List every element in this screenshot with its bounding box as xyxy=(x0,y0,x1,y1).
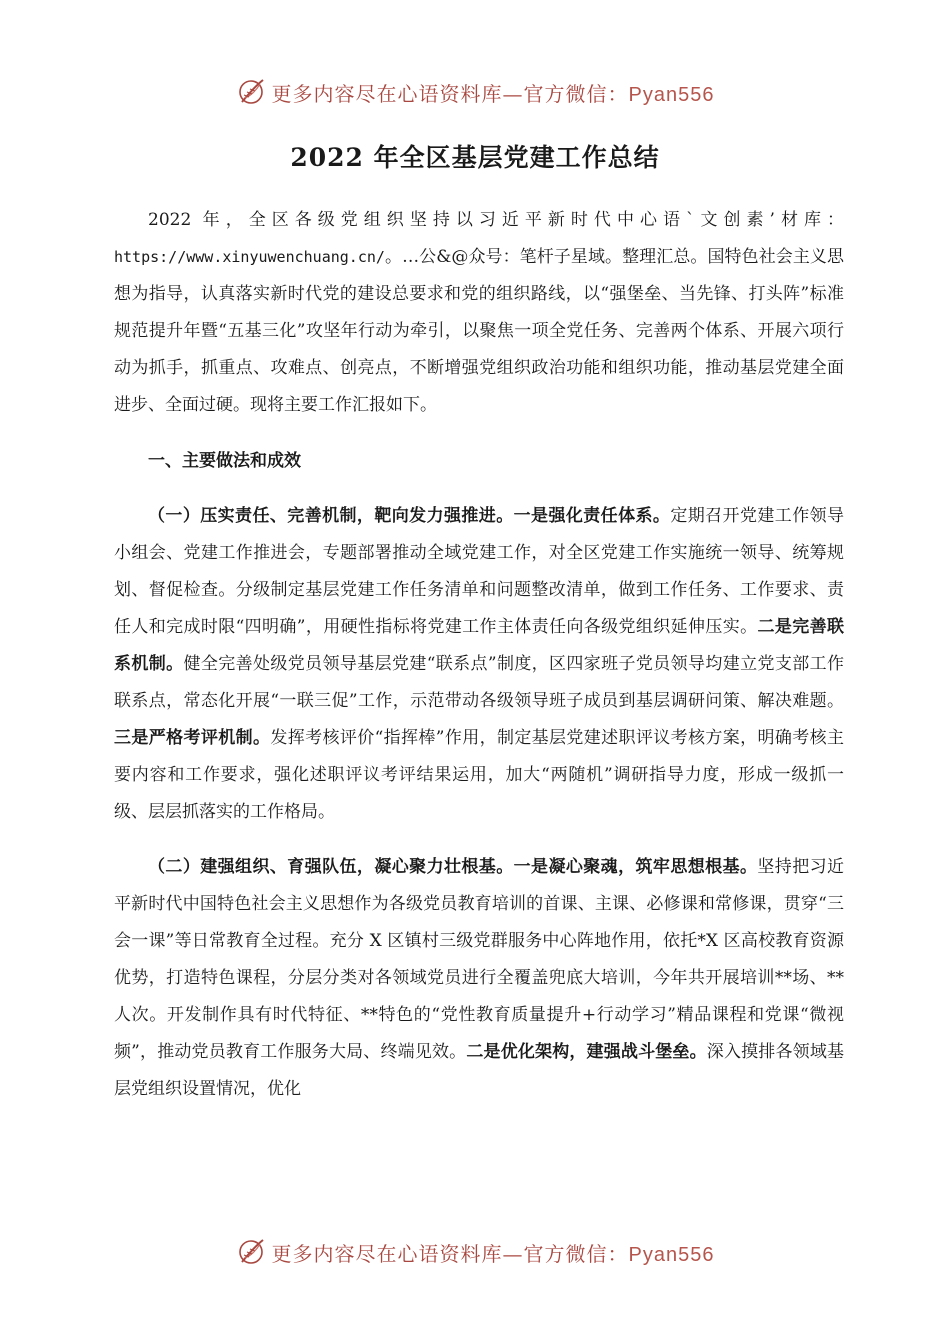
banner-text xyxy=(272,78,715,107)
banner-text xyxy=(272,1238,715,1267)
point-heading: 二是完善联系机制。 xyxy=(114,617,845,674)
point-heading: 一是强化责任体系。 xyxy=(513,506,671,526)
document-body xyxy=(114,202,844,1108)
point-text: 健全完善处级党员领导基层党建“联系点”制度，区四家班子党员领导均建立党支部工作联系点，常态化开展“一联三促”工作，示范带动各级领导班子成员到基层调研问策、解决难题。 xyxy=(114,654,845,711)
document-title: 2022 年全区基层党建工作总结 xyxy=(290,143,660,172)
intro-url: https://www.xinyuwenchuang.cn/ xyxy=(114,248,385,266)
intro-text-1: 2022 年，全区各级党组织坚持以习近平新时代中心语`文创素’材库： xyxy=(148,210,844,230)
feather-logo-icon xyxy=(236,1237,266,1267)
point-text: 深入摸排各领域基层党组织设置情况，优化 xyxy=(114,1042,844,1099)
paragraph-organization xyxy=(114,849,844,1108)
point-text: 坚持把习近平新时代中国特色社会主义思想作为各级党员教育培训的首课、主课、必修课和常修课，贯穿“三会一课”等日常教育全过程。充分 X 区镇村三级党群服务中心阵地作用，依托*X 区高校教育资源优势，打造特色课程，分层分类对各领域党员进行全覆盖兜底大培训，今年共开展培训**场、**人次。开发制作具有时代特征、**特色的“党性教育质量提升+行动学习”精品课程和党课“微视频”，推动党员教育工作服务大局、终端见效。 xyxy=(114,857,845,1062)
paragraph-lead: （一）压实责任、完善机制，靶向发力强推进。 xyxy=(148,506,514,526)
header-banner xyxy=(0,72,950,112)
intro-paragraph xyxy=(114,202,844,424)
banner-text-main: 更多内容尽在心语资料库—官方微信： xyxy=(271,81,629,106)
point-text: 定期召开党建工作领导小组会、党建工作推进会，专题部署推动全域党建工作，对全区党建工作实施统一领导、统筹规划、督促检查。分级制定基层党建工作任务清单和问题整改清单，做到工作任务、工作要求、责任人和完成时限“四明确”，用硬性指标将党建工作主体责任向各级党组织延伸压实。 xyxy=(114,506,845,637)
banner-text-main: 更多内容尽在心语资料库—官方微信： xyxy=(271,1241,629,1266)
banner-wechat-id: Pyan556 xyxy=(628,1243,715,1266)
section-heading: 一、主要做法和成效 xyxy=(148,451,301,471)
footer-banner xyxy=(0,1232,950,1272)
banner-wechat-id: Pyan556 xyxy=(628,83,715,106)
feather-logo-icon xyxy=(236,77,266,107)
intro-text-2: 。…公&@众号：笔杆子星域。整理汇总。国特色社会主义思想为指导，认真落实新时代党的建设总要求和党的组织路线，以“强堡垒、当先锋、打头阵”标准规范提升年暨“五基三化”攻坚年行动为牵引，以聚焦一项全党任务、完善两个体系、开展六项行动为抓手，抓重点、攻难点、创亮点，不断增强党组织政治功能和组织功能，推动基层党建全面进步、全面过硬。现将主要工作汇报如下。 xyxy=(114,247,844,415)
paragraph-responsibility xyxy=(114,498,844,831)
point-heading: 三是严格考评机制。 xyxy=(114,728,271,748)
paragraph-lead: （二）建强组织、育强队伍，凝心聚力壮根基。 xyxy=(148,857,514,877)
point-heading: 二是优化架构，建强战斗堡垒。 xyxy=(466,1042,707,1062)
point-heading: 一是凝心聚魂，筑牢思想根基。 xyxy=(513,857,758,877)
point-text: 发挥考核评价“指挥棒”作用，制定基层党建述职评议考核方案，明确考核主要内容和工作要求，强化述职评议考评结果运用，加大“两随机”调研指导力度，形成一级抓一级、层层抓落实的工作格局。 xyxy=(114,728,845,822)
